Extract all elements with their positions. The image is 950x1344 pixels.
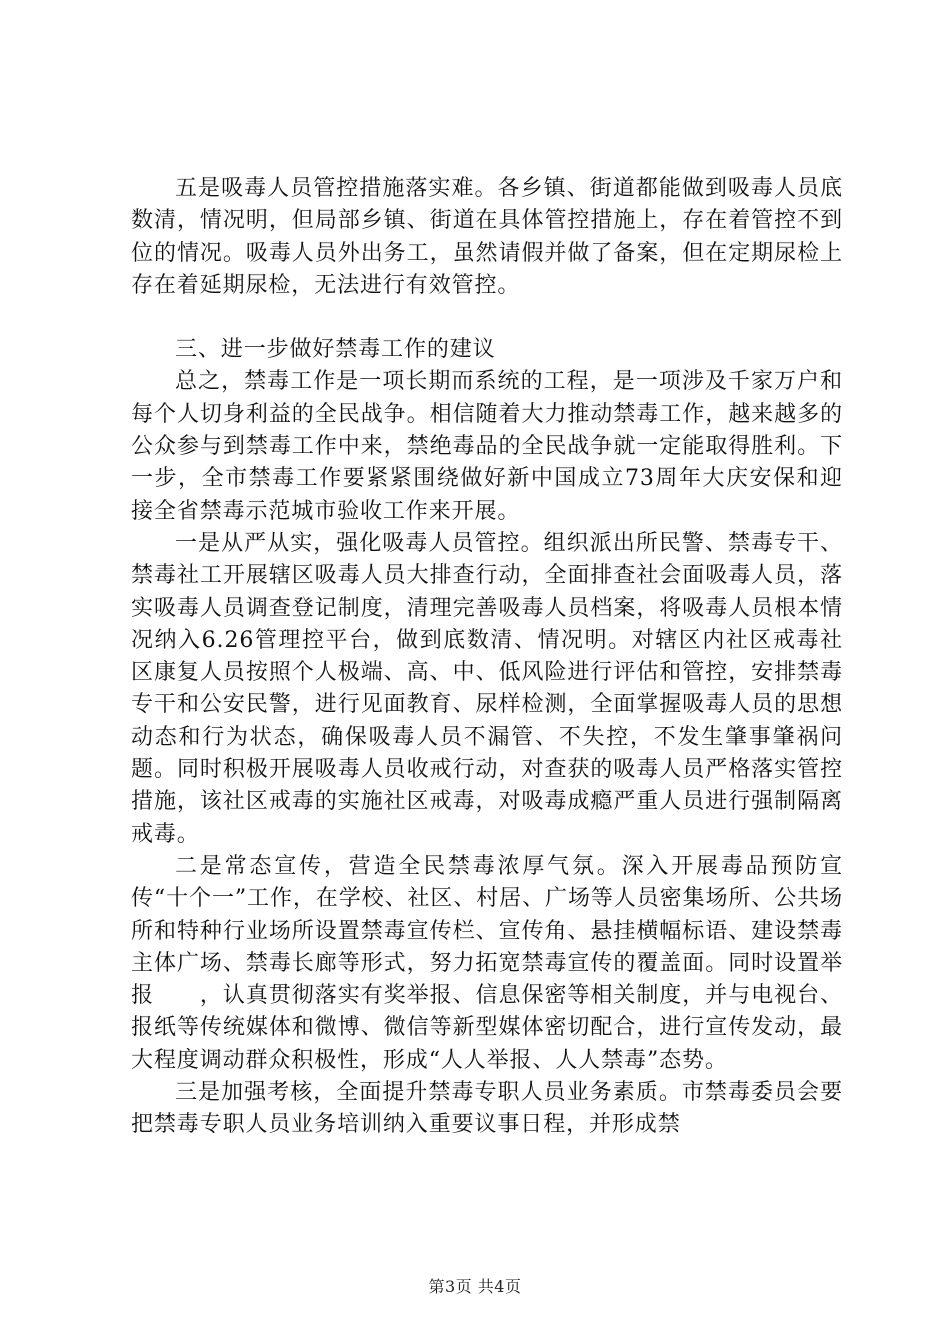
paragraph-summary: 总之，禁毒工作是一项长期而系统的工程，是一项涉及千家万户和每个人切身利益的全民战争。相信随着大力推动禁毒工作，越来越多的公众参与到禁毒工作中来，禁绝毒品的全民战争就一定能取得胜利。下一步，全市禁毒工作要紧紧围绕做好新中国成立73周年大庆安保和迎接全省禁毒示范城市验收工作来开展。 <box>131 369 843 524</box>
paragraph-spacer <box>131 302 843 334</box>
page-number-footer: 第3页 共4页 <box>428 1277 522 1296</box>
paragraph-strict-control: 一是从严从实，强化吸毒人员管控。组织派出所民警、禁毒专干、禁毒社工开展辖区吸毒人员大排查行动，全面排查社会面吸毒人员，落实吸毒人员调查登记制度，清理完善吸毒人员档案，将吸毒人员根本情况纳入6.26管理控平台，做到底数清、情况明。对辖区内社区戒毒社区康复人员按照个人极端、高、中、低风险进行评估和管控，安排禁毒专干和公安民警，进行见面教育、尿样检测，全面掌握吸毒人员的思想动态和行为状态，确保吸毒人员不漏管、不失控，不发生肇事肇祸问题。同时积极开展吸毒人员收戒行动，对查获的吸毒人员严格落实管控措施，该社区戒毒的实施社区戒毒，对吸毒成瘾严重人员进行强制隔离戒毒。 <box>131 530 843 847</box>
paragraph-drug-user-control-difficulty: 五是吸毒人员管控措施落实难。各乡镇、街道都能做到吸毒人员底数清，情况明，但局部乡镇、街道在具体管控措施上，存在着管控不到位的情况。吸毒人员外出务工，虽然请假并做了备案，但在定期尿检上存在着延期尿检，无法进行有效管控。 <box>131 176 843 298</box>
paragraph-assessment: 三是加强考核，全面提升禁毒专职人员业务素质。市禁毒委员会要把禁毒专职人员业务培训纳入重要议事日程，并形成禁 <box>131 1080 843 1138</box>
paragraph-publicity: 二是常态宣传，营造全民禁毒浓厚气氛。深入开展毒品预防宣传“十个一”工作，在学校、社区、村居、广场等人员密集场所、公共场所和特种行业场所设置禁毒宣传栏、宣传角、悬挂横幅标语、建设禁毒主体广场、禁毒长廊等形式，努力拓宽禁毒宣传的覆盖面。同时设置举报 ，认真贯彻落实有奖举报、信息保密等相关制度，并与电视台、报纸等传统媒体和微博、微信等新型媒体密切配合，进行宣传发动，最大程度调动群众积极性，形成“人人举报、人人禁毒”态势。 <box>131 853 843 1073</box>
section-heading-suggestions: 三、进一步做好禁毒工作的建议 <box>175 337 496 363</box>
document-body <box>131 173 843 1142</box>
